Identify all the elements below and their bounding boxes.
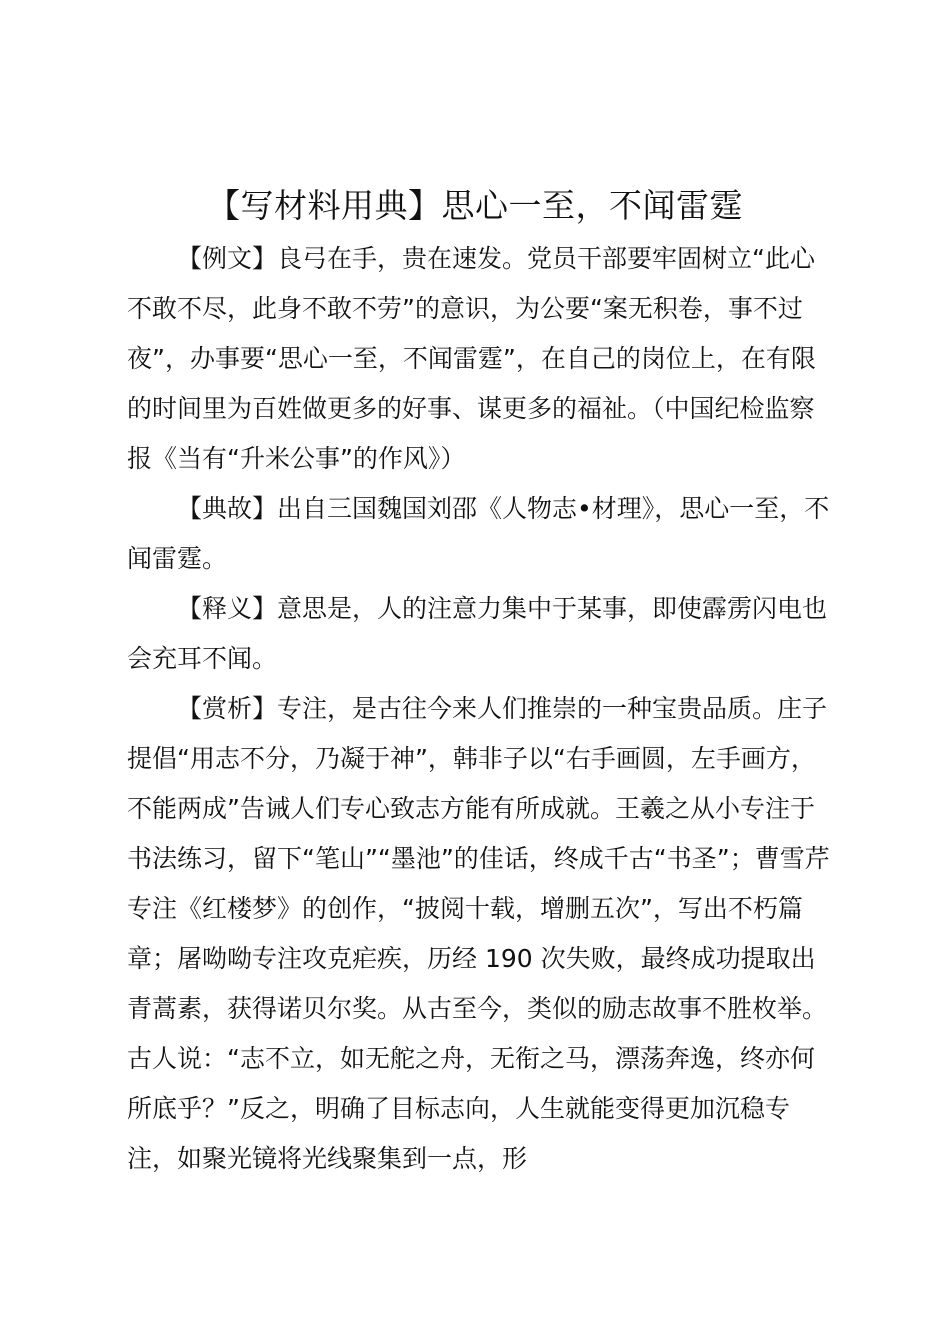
paragraph-analysis: 【赏析】专注，是古往今来人们推崇的一种宝贵品质。庄子提倡“用志不分，乃凝于神”，韩非子以“右手画圆，左手画方，不能两成”告诫人们专心致志方能有所成就。王羲之从小专注于书法练习，留下“笔山”“墨池”的佳话，终成千古“书圣”；曹雪芹专注《红楼梦》的创作，“披阅十载，增删五次”，写出不朽篇章；屠呦呦专注攻克疟疾，历经 190 次失败，最终成功提取出青蒿素，获得诺贝尔奖。从古至今，类似的励志故事不胜枚举。古人说：“志不立，如无舵之舟，无衔之马，漂荡奔逸，终亦何所底乎？”反之，明确了目标志向，人生就能变得更加沉稳专注，如聚光镜将光线聚集到一点，形 bbox=[127, 694, 830, 1173]
document-body bbox=[127, 234, 835, 1184]
paragraph-example: 【例文】良弓在手，贵在速发。党员干部要牢固树立“此心不敢不尽，此身不敢不劳”的意识，为公要“案无积卷，事不过夜”，办事要“思心一至，不闻雷霆”，在自己的岗位上，在有限的时间里为百姓做更多的好事、谋更多的福祉。（中国纪检监察报《当有“升米公事”的作风》） bbox=[127, 244, 816, 473]
paragraph-meaning: 【释义】意思是，人的注意力集中于某事，即使霹雳闪电也会充耳不闻。 bbox=[127, 594, 828, 673]
document-title: 【写材料用典】思心一至，不闻雷霆 bbox=[207, 186, 743, 225]
paragraph-origin: 【典故】出自三国魏国刘邵《人物志•材理》，思心一至，不闻雷霆。 bbox=[127, 494, 830, 573]
